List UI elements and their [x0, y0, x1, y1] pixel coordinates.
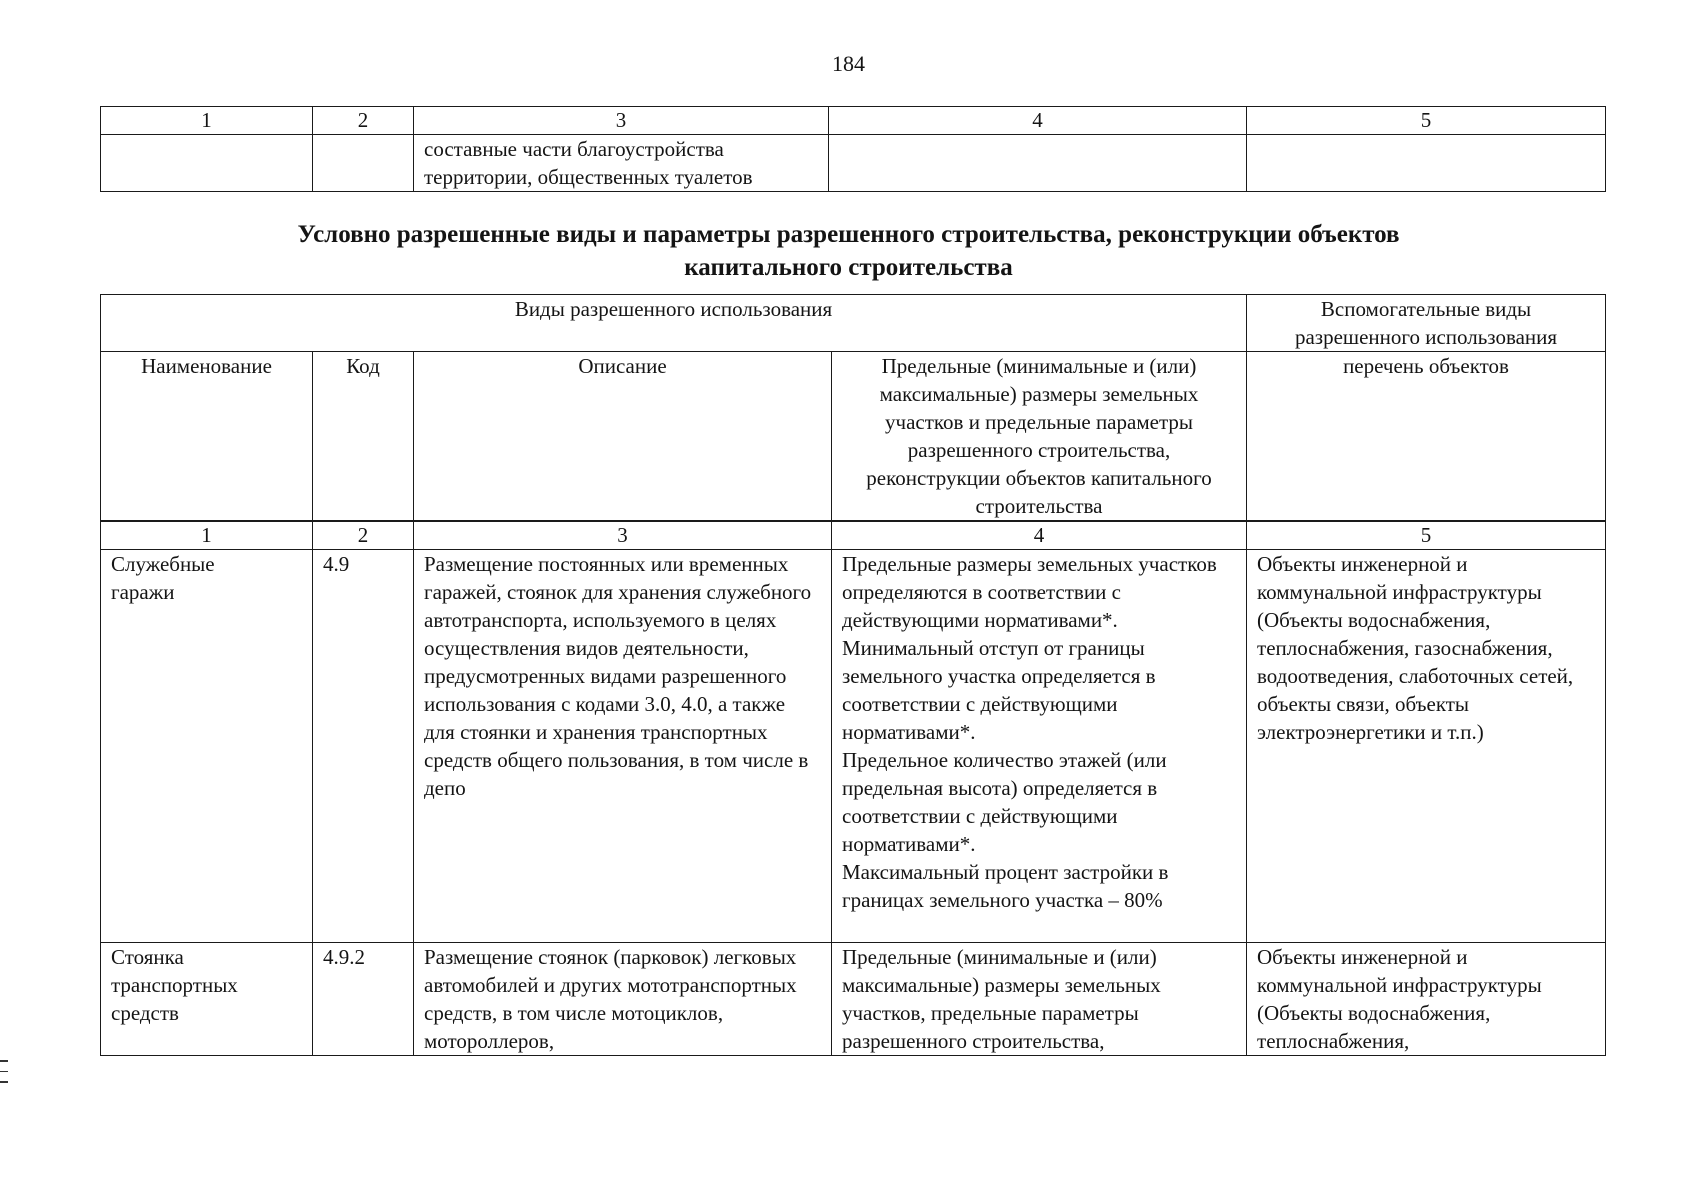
- cell-name: [101, 135, 313, 192]
- cell-auxiliary: Объекты инженерной и коммунальной инфраструктуры (Объекты водоснабжения, теплоснабжения, газоснабжения, водоотведения, слаботочных сетей, объекты связи, объекты электроэнергетики и т.п.): [1247, 550, 1606, 943]
- margin-mark: [0, 1071, 8, 1073]
- table-row: [101, 550, 1606, 943]
- margin-mark: [0, 1081, 8, 1083]
- header-name: Наименование: [101, 352, 313, 522]
- cell-code: 4.9: [313, 550, 414, 943]
- parameter-line: Предельные размеры земельных участков определяются в соответствии с действующими нормативами*.: [842, 552, 1217, 632]
- column-number: 5: [1247, 521, 1606, 550]
- header-parameters: Предельные (минимальные и (или) максимальные) размеры земельных участков и предельные параметры разрешенного строительства, реконструкции объектов капитального строительства: [832, 352, 1247, 522]
- margin-mark: [0, 1060, 8, 1062]
- header-columns-row: [101, 352, 1606, 522]
- cell-code: 4.9.2: [313, 943, 414, 1056]
- column-number: 4: [832, 521, 1247, 550]
- cell-parameters: [832, 943, 1247, 1056]
- cell-auxiliary: [1247, 135, 1606, 192]
- scan-margin-marks: [0, 1060, 8, 1092]
- column-number: 4: [829, 107, 1247, 135]
- column-number: 2: [313, 107, 414, 135]
- column-number: 1: [101, 107, 313, 135]
- page-number: 184: [832, 51, 865, 76]
- table-row: [101, 135, 1606, 192]
- parameter-line: Предельное количество этажей (или предельная высота) определяется в соответствии с действующими нормативами*.: [842, 748, 1167, 856]
- cell-parameters: [829, 135, 1247, 192]
- cell-description: составные части благоустройства территории, общественных туалетов: [414, 135, 829, 192]
- column-number-row: [101, 107, 1606, 135]
- cell-auxiliary: Объекты инженерной и коммунальной инфраструктуры (Объекты водоснабжения, теплоснабжения,: [1247, 943, 1606, 1056]
- header-auxiliary-list: перечень объектов: [1247, 352, 1606, 522]
- column-number-row: [101, 521, 1606, 550]
- conditional-uses-table: [100, 294, 1606, 1056]
- parameter-line: Максимальный процент застройки в границах земельного участка – 80%: [842, 860, 1169, 912]
- header-description: Описание: [414, 352, 832, 522]
- section-title: Условно разрешенные виды и параметры разрешенного строительства, реконструкции объектов капитального строительства: [297, 221, 1400, 281]
- table-row: [101, 943, 1606, 1056]
- header-group-row: [101, 295, 1606, 352]
- cell-name: Стоянка транспортных средств: [101, 943, 313, 1056]
- column-number: 5: [1247, 107, 1606, 135]
- continued-table: [100, 106, 1606, 192]
- header-permitted-uses: Виды разрешенного использования: [101, 295, 1247, 352]
- column-number: 2: [313, 521, 414, 550]
- parameter-line: Минимальный отступ от границы земельного участка определяется в соответствии с действующими нормативами*.: [842, 636, 1156, 744]
- cell-parameters: [832, 550, 1247, 943]
- column-number: 1: [101, 521, 313, 550]
- cell-name: Служебные гаражи: [101, 550, 313, 943]
- column-number: 3: [414, 521, 832, 550]
- cell-code: [313, 135, 414, 192]
- column-number: 3: [414, 107, 829, 135]
- cell-description: Размещение стоянок (парковок) легковых автомобилей и других мототранспортных средств, в том числе мотоциклов, мотороллеров,: [414, 943, 832, 1056]
- cell-description: Размещение постоянных или временных гаражей, стоянок для хранения служебного автотранспорта, используемого в целях осуществления видов деятельности, предусмотренных видами разрешенного использования с кодами 3.0, 4.0, а также для стоянки и хранения транспортных средств общего пользования, в том числе в депо: [414, 550, 832, 943]
- parameter-line: Предельные (минимальные и (или) максимальные) размеры земельных участков, предельные параметры разрешенного строительства,: [842, 945, 1161, 1053]
- header-code: Код: [313, 352, 414, 522]
- header-auxiliary-uses: Вспомогательные виды разрешенного использования: [1247, 295, 1606, 352]
